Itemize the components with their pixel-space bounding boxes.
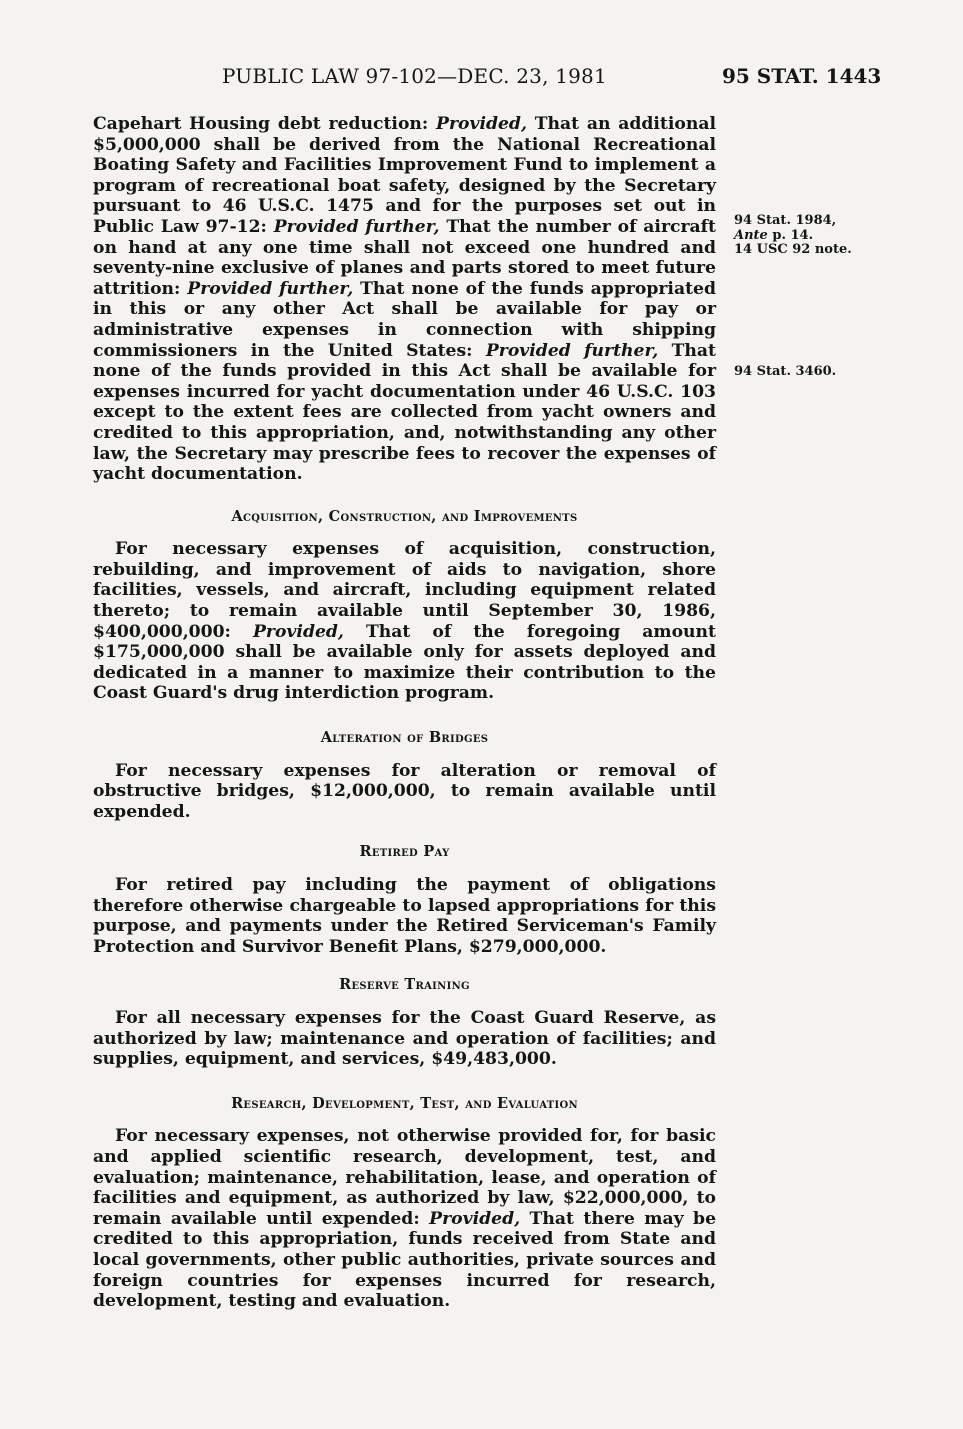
section-heading-acquisition: Acquisition, Construction, and Improvements bbox=[231, 507, 578, 525]
text-run: That the number of aircraft on hand at any one time shall not exceed one hundred and seventy-nine exclusive of planes and parts stored to meet future attrition: bbox=[93, 216, 716, 299]
proviso: Provided, bbox=[429, 1208, 521, 1229]
retired-pay-paragraph: For retired pay including the payment of obligations therefore otherwise chargeable to lapsed appropriations for this purpose, and payments under the Retired Serviceman's Family Protection and Survivor Benefit Plans, $279,000,000. bbox=[93, 875, 716, 957]
margin-note-citation-1 bbox=[734, 214, 874, 258]
margin-note-ante: Ante bbox=[734, 227, 768, 243]
text-run: For necessary expenses, not otherwise provided for, for basic and applied scientific research, development, test, and evaluation; maintenance, rehabilitation, lease, and operation of facilities and equipment, as authorized by law, $22,000,000, to remain available until expended: bbox=[93, 1126, 716, 1229]
text-run: Capehart Housing debt reduction: bbox=[93, 114, 437, 134]
alteration-paragraph: For necessary expenses for alteration or removal of obstructive bridges, $12,000,000, to remain available until expended. bbox=[93, 760, 716, 822]
text-run: That of the foregoing amount $175,000,000 shall be available only for assets deployed and dedicated in a manner to maximize their contribution to the Coast Guard's drug interdiction program. bbox=[93, 621, 716, 704]
section-heading-rdte: Research, Development, Test, and Evaluation bbox=[231, 1094, 578, 1112]
margin-note-line: 14 USC 92 note. bbox=[734, 242, 852, 257]
text-run: For necessary expenses of acquisition, construction, rebuilding, and improvement of aids to navigation, shore facilities, vessels, and aircraft, including equipment related thereto; to remain available until September 30, 1986, $400,000,000: bbox=[93, 539, 716, 642]
text-run: That an additional $5,000,000 shall be derived from the National Recreational Boating Safety and Facilities Improvement Fund to implement a program of recreational boat safety, designed by the Secretary pursuant to 46 U.S.C. 1475 and for the purposes set out in Public Law 97-12: bbox=[93, 114, 717, 237]
intro-paragraph bbox=[93, 114, 716, 485]
margin-note-line bbox=[734, 229, 874, 244]
margin-note-citation-2: 94 Stat. 3460. bbox=[734, 364, 837, 379]
rdte-paragraph bbox=[93, 1126, 716, 1311]
margin-note-line: 94 Stat. 1984, bbox=[734, 213, 837, 228]
text-run: That none of the funds provided in this Act shall be available for expenses incurred for yacht documentation under 46 U.S.C. 103 except to the extent fees are collected from yacht owners and credited to this appropriation, and, notwithstanding any other law, the Secretary may prescribe fees to recover the expenses of yacht documentation. bbox=[93, 340, 716, 485]
section-heading-reserve-training: Reserve Training bbox=[339, 976, 470, 994]
proviso: Provided further, bbox=[187, 278, 354, 299]
page-number: 95 STAT. 1443 bbox=[722, 64, 882, 88]
text-run: That there may be credited to this appropriation, funds received from State and local governments, other public authorities, private sources and foreign countries for expenses incurred for research, development, testing and evaluation. bbox=[93, 1208, 716, 1312]
margin-note-page: p. 14. bbox=[767, 227, 814, 243]
proviso: Provided further, bbox=[273, 216, 440, 237]
proviso: Provided, bbox=[436, 114, 527, 134]
proviso: Provided further, bbox=[485, 340, 659, 361]
text-run: That none of the funds appropriated in this or any other Act shall be available for pay or administrative expenses in connection with shipping commissioners in the United States: bbox=[93, 278, 716, 361]
section-heading-retired-pay: Retired Pay bbox=[359, 843, 450, 861]
proviso: Provided, bbox=[252, 621, 344, 642]
reserve-training-paragraph: For all necessary expenses for the Coast Guard Reserve, as authorized by law; maintenance and operation of facilities; and supplies, equipment, and services, $49,483,000. bbox=[93, 1007, 716, 1070]
acquisition-paragraph bbox=[93, 539, 716, 704]
running-header-title: PUBLIC LAW 97-102—DEC. 23, 1981 bbox=[222, 64, 607, 88]
section-heading-alteration: Alteration of Bridges bbox=[320, 729, 489, 747]
main-text-column bbox=[93, 114, 716, 1312]
